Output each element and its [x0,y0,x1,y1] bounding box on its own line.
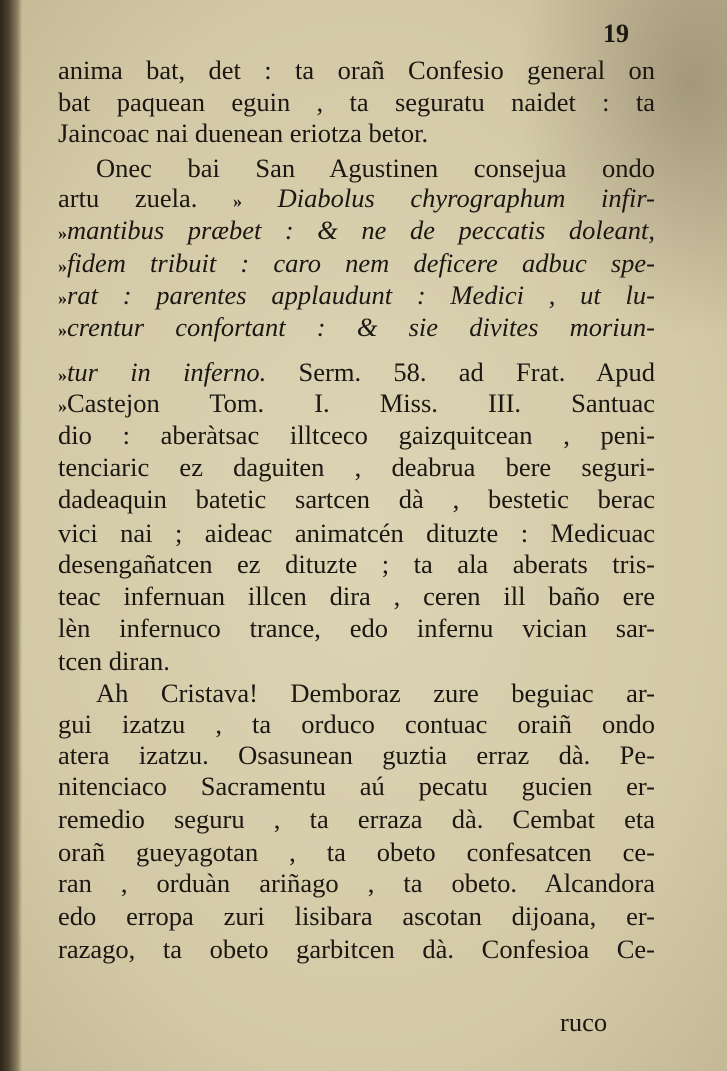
text-line [58,741,655,769]
quote-mark: » [58,288,67,308]
text-line [58,614,655,642]
line-text: Serm. 58. ad Frat. Apud [266,357,656,387]
line-text: dadeaquin batetic sartcen dà , bestetic berac [58,484,655,514]
quote-mark: » [58,396,67,416]
latin-quotation: Diabolus chyrographum infir- [241,183,655,213]
line-text: ran , orduàn ariñago , ta obeto. Alcandora [58,868,655,898]
text-line [58,88,655,116]
line-text: Onec bai San Agustinen consejua ondo [96,153,655,183]
text-line [58,119,655,147]
line-text: remedio seguru , ta erraza dà. Cembat eta [58,804,655,834]
latin-quotation: crentur confortant : & sie divites moriun- [67,312,655,342]
quote-mark: » [232,191,242,211]
quote-mark: » [58,256,67,276]
text-line [58,519,655,547]
book-binding-shadow [0,0,22,1071]
text-line [58,281,655,309]
line-text: anima bat, det : ta orañ Confesio general on [58,55,655,85]
text-line [58,710,655,738]
quote-mark: » [58,320,67,340]
line-text: edo erropa zuri lisibara ascotan dijoana, er- [58,901,655,931]
line-text: razago, ta obeto garbitcen dà. Confesioa Ce- [58,934,655,964]
text-line [58,358,655,386]
text-line [58,838,655,866]
text-line [58,421,655,449]
line-text: tcen diran. [58,646,170,676]
line-text: vici nai ; aideac animatcén dituzte : Medicuac [58,518,655,548]
line-text: atera izatzu. Osasunean guztia erraz dà. Pe- [58,740,655,770]
line-text: gui izatzu , ta orduco contuac oraiñ ondo [58,709,655,739]
latin-quotation: fidem tribuit : caro nem deficere adbuc spe- [67,248,655,278]
line-text: Ah Cristava! Demboraz zure beguiac ar- [96,678,655,708]
text-line [58,485,655,513]
text-line [58,249,655,277]
line-text: lèn infernuco trance, edo infernu vician sar- [58,613,655,643]
text-line [58,935,655,963]
line-text: desengañatcen ez dituzte ; ta ala aberats tris- [58,549,655,579]
line-text: nitenciaco Sacramentu aú pecatu gucien er- [58,771,655,801]
line-text: dio : aberàtsac illtceco gaizquitcean , peni- [58,420,655,450]
text-line [58,582,655,610]
quote-mark: » [58,365,67,385]
text-line [58,56,655,84]
latin-quotation: rat : parentes applaudunt : Medici , ut lu- [67,280,655,310]
line-text: tenciaric ez daguiten , deabrua bere seguri- [58,452,655,482]
quote-mark: » [58,223,67,243]
text-line [58,902,655,930]
text-line [58,453,655,481]
text-line [58,389,655,417]
line-text: orañ gueyagotan , ta obeto confesatcen ce- [58,837,655,867]
text-line [58,184,655,212]
line-text: bat paquean eguin , ta seguratu naidet : ta [58,87,655,117]
text-line [58,313,655,341]
line-text: Jaincoac nai duenean eriotza betor. [58,118,429,148]
text-line [58,647,655,675]
line-text: artu zuela. [58,183,233,213]
text-line [58,679,655,707]
line-text: Castejon Tom. I. Miss. III. Santuac [67,388,655,418]
latin-quotation: tur in inferno. [67,357,267,387]
catchword: ruco [560,1007,608,1037]
text-line [58,772,655,800]
text-line [58,216,655,244]
text-line [58,869,655,897]
page-number: 19 [603,19,629,48]
text-line [58,154,655,182]
text-line [58,805,655,833]
latin-quotation: mantibus præbet : & ne de peccatis doleant, [67,215,655,245]
line-text: teac infernuan illcen dira , ceren ill baño ere [58,581,655,611]
text-line [58,550,655,578]
